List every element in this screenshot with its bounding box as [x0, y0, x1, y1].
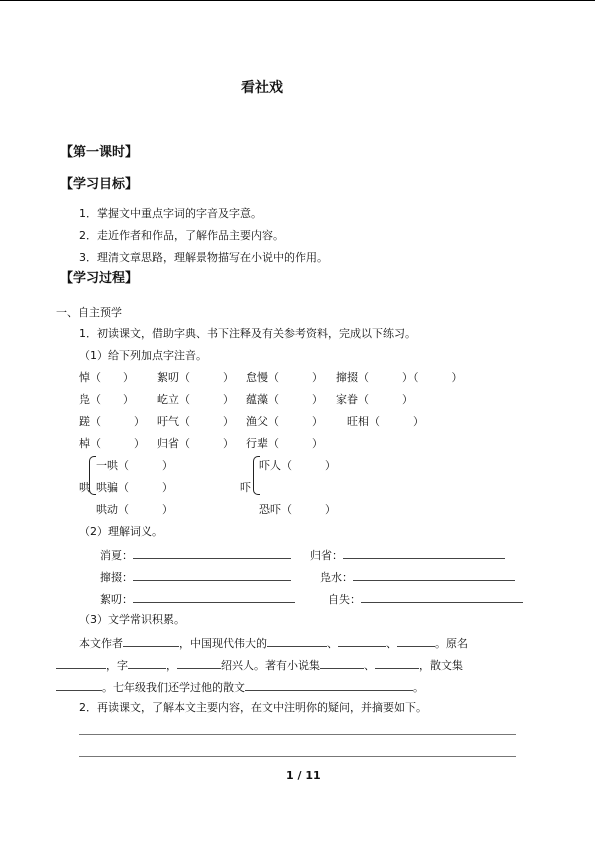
- question-2: 2．再读课文，了解本文主要内容，在文中注明你的疑问，并摘要如下。: [79, 701, 427, 714]
- top-border: [0, 0, 595, 1]
- goal-item: 1．掌握文中重点字词的字音及字意。: [79, 207, 262, 220]
- vocab-item: [100, 591, 295, 607]
- vocab-item: [310, 547, 505, 563]
- pinyin-item: 渔父（ ）: [246, 415, 323, 428]
- pinyin-item: 蕴藻（ ）: [246, 393, 323, 406]
- literature-line: ，字 ， 绍兴人。著有小说集 、 ，散文集: [56, 657, 463, 673]
- vocab-term: 撺掇：: [100, 571, 133, 584]
- vocab-term: 归省：: [310, 549, 343, 562]
- answer-line[interactable]: [79, 756, 516, 757]
- answer-blank[interactable]: [177, 657, 221, 669]
- question-1: 1．初读课文，借助字典、书下注释及有关参考资料，完成以下练习。: [79, 327, 416, 340]
- vocab-item: [100, 569, 291, 585]
- section-goals: 【学习目标】: [60, 177, 139, 192]
- pinyin-item: 归省（ ）: [157, 437, 234, 450]
- pinyin-item: 旺相（ ）: [347, 415, 424, 428]
- page-number: 1 / 11: [286, 769, 321, 782]
- pinyin-item: 吁气（ ）: [157, 415, 234, 428]
- polyphone-char-xia: 吓: [240, 481, 251, 494]
- answer-blank[interactable]: [267, 635, 327, 647]
- pinyin-item: 恐吓（ ）: [259, 503, 336, 516]
- pinyin-item: 凫（ ）: [79, 393, 134, 406]
- vocab-item: [100, 547, 291, 563]
- answer-blank[interactable]: [397, 635, 435, 647]
- pinyin-item: 吓人（ ）: [259, 459, 336, 472]
- section-lesson: 【第一课时】: [60, 145, 139, 160]
- answer-blank[interactable]: [56, 679, 102, 691]
- pinyin-item: 哄骗（ ）: [96, 481, 173, 494]
- answer-blank[interactable]: [56, 657, 106, 669]
- pinyin-item: 哄动（ ）: [96, 503, 173, 516]
- pinyin-item: 一哄（ ）: [96, 459, 173, 472]
- pinyin-item: 蹉（ ）: [79, 415, 145, 428]
- vocab-item: [320, 569, 515, 585]
- answer-blank[interactable]: [133, 591, 295, 603]
- pinyin-item: 屹立（ ）: [157, 393, 234, 406]
- answer-blank[interactable]: [338, 635, 386, 647]
- answer-blank[interactable]: [133, 569, 291, 581]
- goal-item: 3．理清文章思路，理解景物描写在小说中的作用。: [79, 251, 328, 264]
- subquestion-literature: （3）文学常识积累。: [79, 613, 185, 626]
- answer-blank[interactable]: [123, 635, 179, 647]
- vocab-term: 絮叨：: [100, 593, 133, 606]
- vocab-item: [328, 591, 523, 607]
- pinyin-item: 絮叨（ ）: [157, 371, 234, 384]
- answer-blank[interactable]: [375, 657, 419, 669]
- pinyin-item: 撺掇（ ）（ ）: [336, 371, 463, 384]
- answer-blank[interactable]: [353, 569, 515, 581]
- pinyin-item: 家眷（ ）: [336, 393, 413, 406]
- pinyin-item: 悼（ ）: [79, 371, 134, 384]
- goal-item: 2．走近作者和作品，了解作品主要内容。: [79, 229, 284, 242]
- answer-blank[interactable]: [343, 547, 505, 559]
- page-title: 看社戏: [241, 80, 283, 96]
- pinyin-item: 棹（ ）: [79, 437, 145, 450]
- subquestion-vocab: （2）理解词义。: [79, 525, 163, 538]
- part-heading: 一、自主预学: [56, 306, 122, 319]
- vocab-term: 凫水：: [320, 571, 353, 584]
- pinyin-item: 行辈（ ）: [246, 437, 323, 450]
- answer-blank[interactable]: [361, 591, 523, 603]
- answer-blank[interactable]: [133, 547, 291, 559]
- answer-blank[interactable]: [245, 679, 413, 691]
- section-process: 【学习过程】: [60, 271, 139, 286]
- answer-blank[interactable]: [128, 657, 166, 669]
- subquestion-pinyin: （1）给下列加点字注音。: [79, 349, 207, 362]
- answer-blank[interactable]: [320, 657, 364, 669]
- pinyin-item: 怠慢（ ）: [246, 371, 323, 384]
- polyphone-char-hong: 哄: [79, 481, 90, 494]
- vocab-term: 自失：: [328, 593, 361, 606]
- answer-line[interactable]: [79, 734, 516, 735]
- literature-line: 本文作者 ，中国现代伟大的 、 、 。原名: [79, 637, 468, 650]
- vocab-term: 消夏：: [100, 549, 133, 562]
- literature-line: 。七年级我们还学过他的散文 。: [56, 679, 424, 695]
- brace-bracket: [89, 456, 96, 495]
